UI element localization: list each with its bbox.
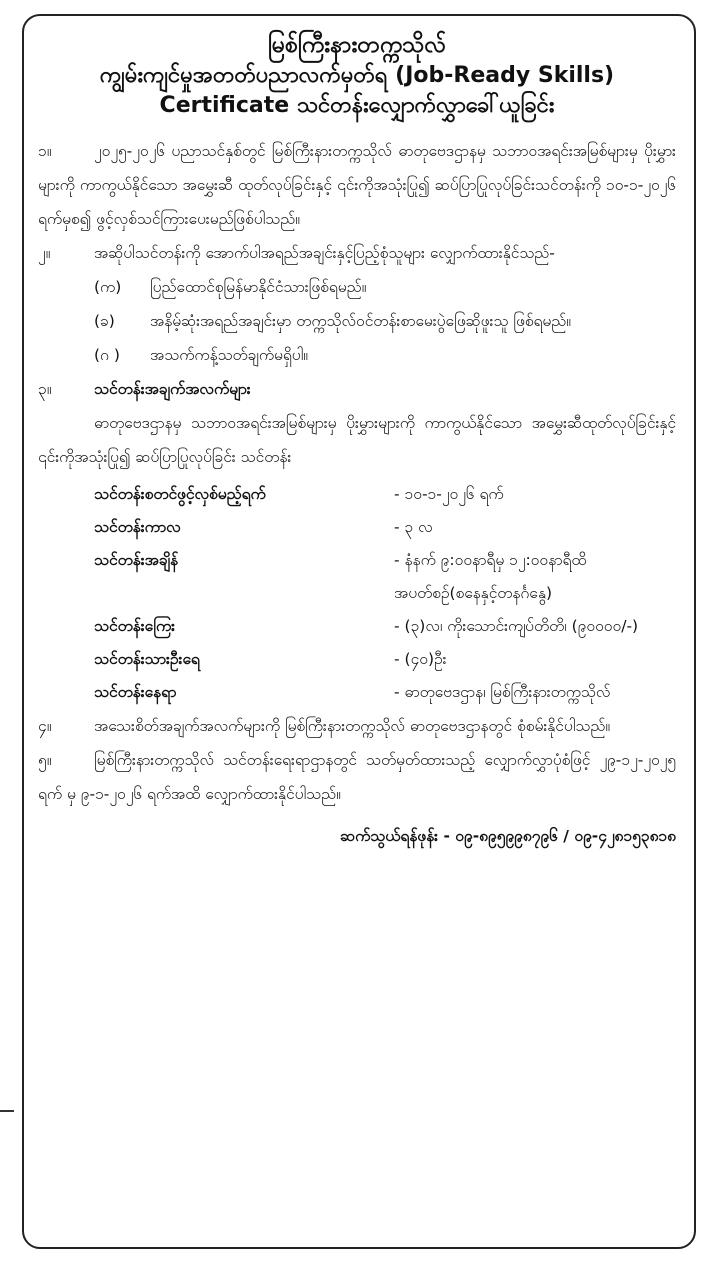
detail-value: - ဓာတုဗေဒဌာန၊ မြစ်ကြီးနားတက္ကသိုလ် bbox=[394, 683, 611, 702]
detail-value: - ၃ လ bbox=[394, 518, 433, 537]
eligibility-mark: (ခ) bbox=[94, 312, 115, 331]
eligibility-item bbox=[94, 270, 676, 304]
detail-label: သင်တန်းစတင်ဖွင့်လှစ်မည့်ရက် bbox=[94, 485, 266, 504]
section-2-text: အဆိုပါသင်တန်းကို အောက်ပါအရည်အချင်းနှင့်ပြည့်စုံသူများ လျှောက်ထားနိုင်သည်- bbox=[94, 244, 555, 263]
section-5 bbox=[38, 743, 676, 811]
section-3-number: ၃။ bbox=[38, 380, 52, 399]
detail-row bbox=[94, 544, 676, 610]
detail-row bbox=[94, 478, 676, 511]
eligibility-text: အသက်ကန့်သတ်ချက်မရှိပါ။ bbox=[150, 346, 308, 365]
announcement-notice bbox=[22, 14, 696, 1249]
section-4 bbox=[38, 709, 676, 743]
course-details bbox=[94, 478, 676, 709]
section-4-text: အသေးစိတ်အချက်အလက်များကို မြစ်ကြီးနားတက္ကသိုလ် ဓာတုဗေဒဌာနတွင် စုံစမ်းနိုင်ပါသည်။ bbox=[94, 717, 611, 736]
page-edge-rule bbox=[0, 1110, 14, 1112]
detail-label: သင်တန်းသားဦးရေ bbox=[94, 650, 200, 669]
detail-row bbox=[94, 610, 676, 643]
section-3-text: ဓာတုဗေဒဌာနမှ သဘာဝအရင်းအမြစ်များမှ ပိုးမွှားများကို ကာကွယ်နိုင်သော အမွှေးဆီထုတ်လုပ်ခြင်းနှင့် ၎င်းကိုအသုံးပြု၍ ဆပ်ပြာပြုလုပ်ခြင်း သင်တန်း bbox=[38, 414, 676, 467]
detail-value: - ၁၀-၁-၂၀၂၆ ရက် bbox=[394, 485, 504, 504]
detail-label: သင်တန်းကြေး bbox=[94, 617, 176, 636]
section-5-text: မြစ်ကြီးနားတက္ကသိုလ် သင်တန်းရေးရာဌာနတွင် သတ်မှတ်ထားသည့် လျှောက်လွှာပုံစံဖြင့် ၂၉-၁၂-၂၀၂၅ ရက် မှ ၉-၁-၂၀၂၆ ရက်အထိ လျှောက်ထားနိုင်ပါသည်။ bbox=[38, 751, 676, 804]
detail-row bbox=[94, 511, 676, 544]
title-university: မြစ်ကြီးနားတက္ကသိုလ် bbox=[267, 32, 447, 58]
section-2 bbox=[38, 236, 676, 270]
eligibility-item bbox=[94, 304, 676, 338]
eligibility-text: ပြည်ထောင်စုမြန်မာနိုင်ငံသားဖြစ်ရမည်။ bbox=[150, 278, 367, 297]
detail-value: - (၄၀)ဦး bbox=[394, 650, 447, 669]
section-1 bbox=[38, 134, 676, 236]
detail-value: - (၃)လ၊ ကိုးသောင်းကျပ်တိတိ၊ (၉၀၀၀၀/-) bbox=[394, 617, 639, 636]
section-5-number: ၅။ bbox=[38, 751, 52, 770]
contact-phone: ဆက်သွယ်ရန်ဖုန်း - ၀၉-၈၉၅၉၉၈၇၉၆ / ၀၉-၄၂၈၁၅၃၈၁၈ bbox=[340, 827, 676, 846]
title-program: ကျွမ်းကျင်မှုအတတ်ပညာလက်မှတ်ရ (Job-Ready Skills) bbox=[99, 63, 615, 89]
eligibility-mark: (က) bbox=[94, 278, 122, 297]
section-2-number: ၂။ bbox=[38, 244, 51, 263]
eligibility-text: အနိမ့်ဆုံးအရည်အချင်းမှာ တက္ကသိုလ်ဝင်တန်းစာမေးပွဲဖြေဆိုဖူးသူ ဖြစ်ရမည်။ bbox=[150, 312, 571, 331]
section-1-number: ၁။ bbox=[38, 142, 52, 161]
eligibility-item bbox=[94, 338, 676, 372]
section-3-heading bbox=[38, 372, 676, 406]
detail-value: - နံနက် ၉:၀၀နာရီမှ ၁၂:၀၀နာရီထိ အပတ်စဉ်(စနေနှင့်တနင်္ဂနွေ) bbox=[394, 551, 587, 603]
title-application-call: Certificate သင်တန်းလျှောက်လွှာခေါ်ယူခြင်း bbox=[159, 92, 555, 118]
section-4-number: ၄။ bbox=[38, 717, 52, 736]
detail-label: သင်တန်းအချိန် bbox=[94, 551, 179, 570]
detail-row bbox=[94, 643, 676, 676]
detail-label: သင်တန်းကာလ bbox=[94, 518, 181, 537]
detail-label: သင်တန်းနေရာ bbox=[94, 683, 177, 702]
eligibility-mark: (ဂ ) bbox=[94, 346, 120, 365]
section-1-text: ၂၀၂၅-၂၀၂၆ ပညာသင်နှစ်တွင် မြစ်ကြီးနားတက္ကသိုလ် ဓာတုဗေဒဌာနမှ သဘာဝအရင်းအမြစ်များမှ ပိုးမွှားများကို ကာကွယ်နိုင်သော အမွှေးဆီ ထုတ်လုပ်ခြင်းနှင့် ၎င်းကိုအသုံးပြု၍ ဆပ်ပြာပြုလုပ်ခြင်းသင်တန်းကို ၁၀-၁-၂၀၂၆ ရက်မှစ၍ ဖွင့်လှစ်သင်ကြားပေးမည်ဖြစ်ပါသည်။ bbox=[38, 142, 676, 229]
section-3-heading-text: သင်တန်းအချက်အလက်များ bbox=[94, 380, 251, 399]
detail-row bbox=[94, 676, 676, 709]
